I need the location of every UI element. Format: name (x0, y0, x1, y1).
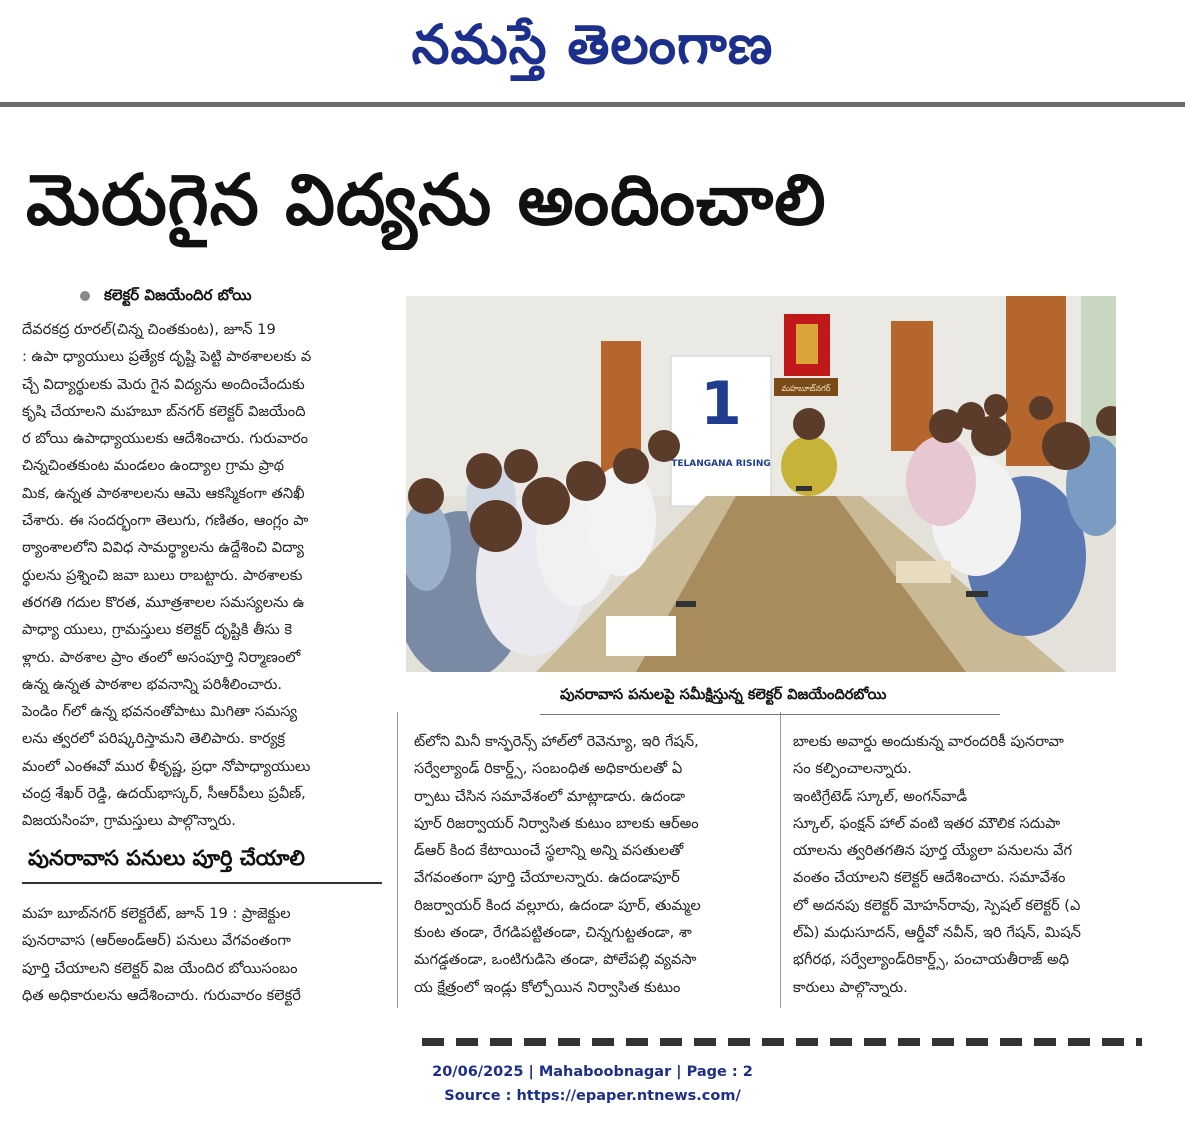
subheading-rule (22, 882, 382, 884)
footer-source: Source : https://epaper.ntnews.com/ (444, 1088, 741, 1104)
text-line: యాలను త్వరితగతిన పూర్త య్యేలా పనులను వేగ (793, 842, 1072, 860)
text-line: ధిత అధికారులను ఆదేశించారు. గురువారం కలెక్టరే (22, 986, 301, 1004)
text-line: కారులు పాల్గొన్నారు. (793, 978, 908, 996)
banner-number: 1 (700, 369, 742, 439)
cut-off-next-article (22, 1018, 1152, 1046)
cut-off-text-fragment (422, 1038, 1142, 1046)
text-line: ళ్లారు. పాఠశాల ప్రాం తంలో అసంపూర్తి నిర్మాణంలో (22, 648, 301, 666)
article-headline: మెరుగైన విద్యను అందించాలి (26, 159, 827, 241)
banner-text: TELANGANA RISING (671, 459, 771, 469)
article-column-2 (414, 728, 772, 1001)
text-line: వంతం చేయాలని కలెక్టర్ ఆదేశించారు. సమావేశం (793, 869, 1066, 887)
text-line: చంద్ర శేఖర్ రెడ్డి, ఉదయ్‌భాస్కర్, సీఆర్‌పీలు ప్రవీణ్, (22, 785, 306, 803)
text-line: పునరావాస (ఆర్అండ్ఆర్) పనులు వేగవంతంగా (22, 932, 291, 950)
meeting-photo-illustration (406, 296, 1116, 672)
text-line: : ఉపా ధ్యాయులు ప్రత్యేక దృష్టి పెట్టి పాఠశాలలకు వ (22, 348, 312, 366)
text-line: చేశారు. ఈ సందర్భంగా తెలుగు, గణితం, ఆంగ్లం పా (22, 512, 309, 530)
text-line: ఠ్యాంశాలలోని వివిధ సామర్థ్యాలను ఉద్దేశించి విద్యా (22, 539, 304, 557)
text-line: రిజర్వాయర్ కింద వల్లూరు, ఉదండా పూర్, తుమ్మల (414, 896, 701, 914)
text-line: ర్పాటు చేసిన సమావేశంలో మాట్లాడారు. ఉదండా (414, 787, 686, 805)
text-line: పెండిం గ్‌లో ఉన్న భవనంతోపాటు మిగితా సమస్య (22, 703, 298, 721)
text-line: సం కల్పించాలన్నారు. (793, 760, 912, 778)
article-column-1 (22, 316, 380, 835)
masthead-title: నమస్తే తెలంగాణ (411, 12, 774, 76)
text-line: ట్‌లోని మినీ కాన్ఫరెన్స్ హాల్‌లో రెవెన్యూ, ఇరి గేషన్, (414, 733, 699, 750)
byline (80, 286, 252, 308)
text-line: వేగవంతంగా పూర్తి చేయాలన్నారు. ఉదండాపూర్ (414, 869, 680, 887)
article-column-1b (22, 900, 380, 1009)
text-line: పూర్తి చేయాలని కలెక్టర్ విజ యేందిర బోయిసంబం (22, 959, 298, 977)
column-divider (780, 712, 781, 1008)
text-line: మగడ్డతండా, ఒంటిగుడిసె తండా, పోలేపల్లి వ్యవసా (414, 951, 697, 969)
text-line: మహ బూబ్‌నగర్ కలెక్టరేట్, జూన్ 19 : ప్రాజెక్టుల (22, 905, 291, 922)
text-line: తరగతి గదుల కొరత, మూత్రశాలల సమస్యలను ఉ (22, 593, 305, 611)
text-line: కృషి చేయాలని మహబూ బ్‌నగర్ కలెక్టర్ విజయేంది (22, 402, 306, 420)
text-line: ఇంటిగ్రేటెడ్ స్కూల్, అంగన్‌వాడీ (793, 787, 968, 805)
text-line: ర బోయి ఉపాధ్యాయులకు ఆదేశించారు. గురువారం (22, 430, 309, 448)
masthead-rule (0, 102, 1185, 107)
byline-text: కలెక్టర్ విజయేందిర బోయి (104, 286, 252, 304)
caption-rule (540, 714, 1000, 715)
text-line: పాధ్యా యులు, గ్రామస్తులు కలెక్టర్ దృష్టికి తీసు కె (22, 621, 293, 639)
text-line: ర్థులను ప్రశ్నించి జవా బులు రాబట్టారు. పాఠశాలకు (22, 566, 303, 584)
text-line: పూర్ రిజర్వాయర్ నిర్వాసిత కుటుం బాలకు ఆర్అం (414, 814, 699, 832)
text-line: చ్చే విద్యార్థులకు మెరు గైన విద్యను అందించేందుకు (22, 375, 305, 393)
text-line: లో అదనపు కలెక్టర్ మోహన్‌రావు, స్పెషల్ కలెక్టర్ (ఎ (793, 896, 1081, 914)
article-column-3 (793, 728, 1153, 1001)
text-line: సర్వేల్యాండ్ రికార్డ్స్, సంబంధిత అధికారులతో ఏ (414, 760, 683, 778)
text-line: లను త్వరలో పరిష్కరిస్తామని తెలిపారు. కార్యక్ర (22, 730, 286, 748)
text-line: భగీరథ, సర్వేల్యాండ్‌రికార్డ్స్, పంచాయతీరాజ్ అధి (793, 951, 1070, 969)
footer-date-edition: 20/06/2025 | Mahaboobnagar | Page : 2 (432, 1064, 753, 1080)
text-line: ల్‌ఏ) మధుసూదన్, ఆర్డీవో నవీన్, ఇరి గేషన్, మిషన్ (793, 924, 1081, 942)
text-line: ఉన్న ఉన్నత పాఠశాల భవనాన్ని పరిశీలించారు. (22, 675, 283, 693)
text-line: స్కూల్, ఫంక్షన్ హాల్ వంటి ఇతర మౌలిక సదుపా (793, 814, 1061, 832)
text-line: డ్ఆర్ కింద కేటాయించే స్థలాన్ని అన్ని వసతులతో (414, 842, 684, 860)
text-line: య క్షేత్రంలో ఇండ్లు కోల్పోయిన నిర్వాసిత కుటుం (414, 978, 681, 996)
text-line: దేవరకద్ర రూరల్(చిన్న చింతకుంట), జూన్ 19 (22, 321, 276, 338)
column-divider (397, 712, 398, 1008)
text-line: బాలకు అవార్డు అందుకున్న వారందరికీ పునరావా (793, 733, 1064, 750)
photo-caption: పునరావాస పనులపై సమీక్షిస్తున్న కలెక్టర్ విజయేందిరబోయి (560, 686, 887, 703)
nameplate-text: మహబూబ్‌నగర్ (781, 384, 831, 393)
text-line: చిన్నచింతకుంట మండలం ఉంద్యాల గ్రామ ప్రాథ (22, 457, 284, 475)
text-line: కుంట తండా, రేగడిపట్టితండా, చిన్నగుట్టతండా, శా (414, 924, 692, 942)
masthead (0, 0, 1185, 100)
bullet-icon (80, 291, 90, 301)
meeting-photo (406, 296, 1116, 672)
subheading: పునరావాస పనులు పూర్తి చేయాలి (28, 846, 305, 870)
text-line: మిక, ఉన్నత పాఠశాలలను ఆమె ఆకస్మికంగా తనిఖీ (22, 484, 305, 502)
text-line: విజయసింహ, గ్రామస్తులు పాల్గొన్నారు. (22, 812, 236, 830)
text-line: మంలో ఎంఈవో ముర ళీకృష్ణ, ప్రధా నోపాధ్యాయులు (22, 757, 311, 775)
